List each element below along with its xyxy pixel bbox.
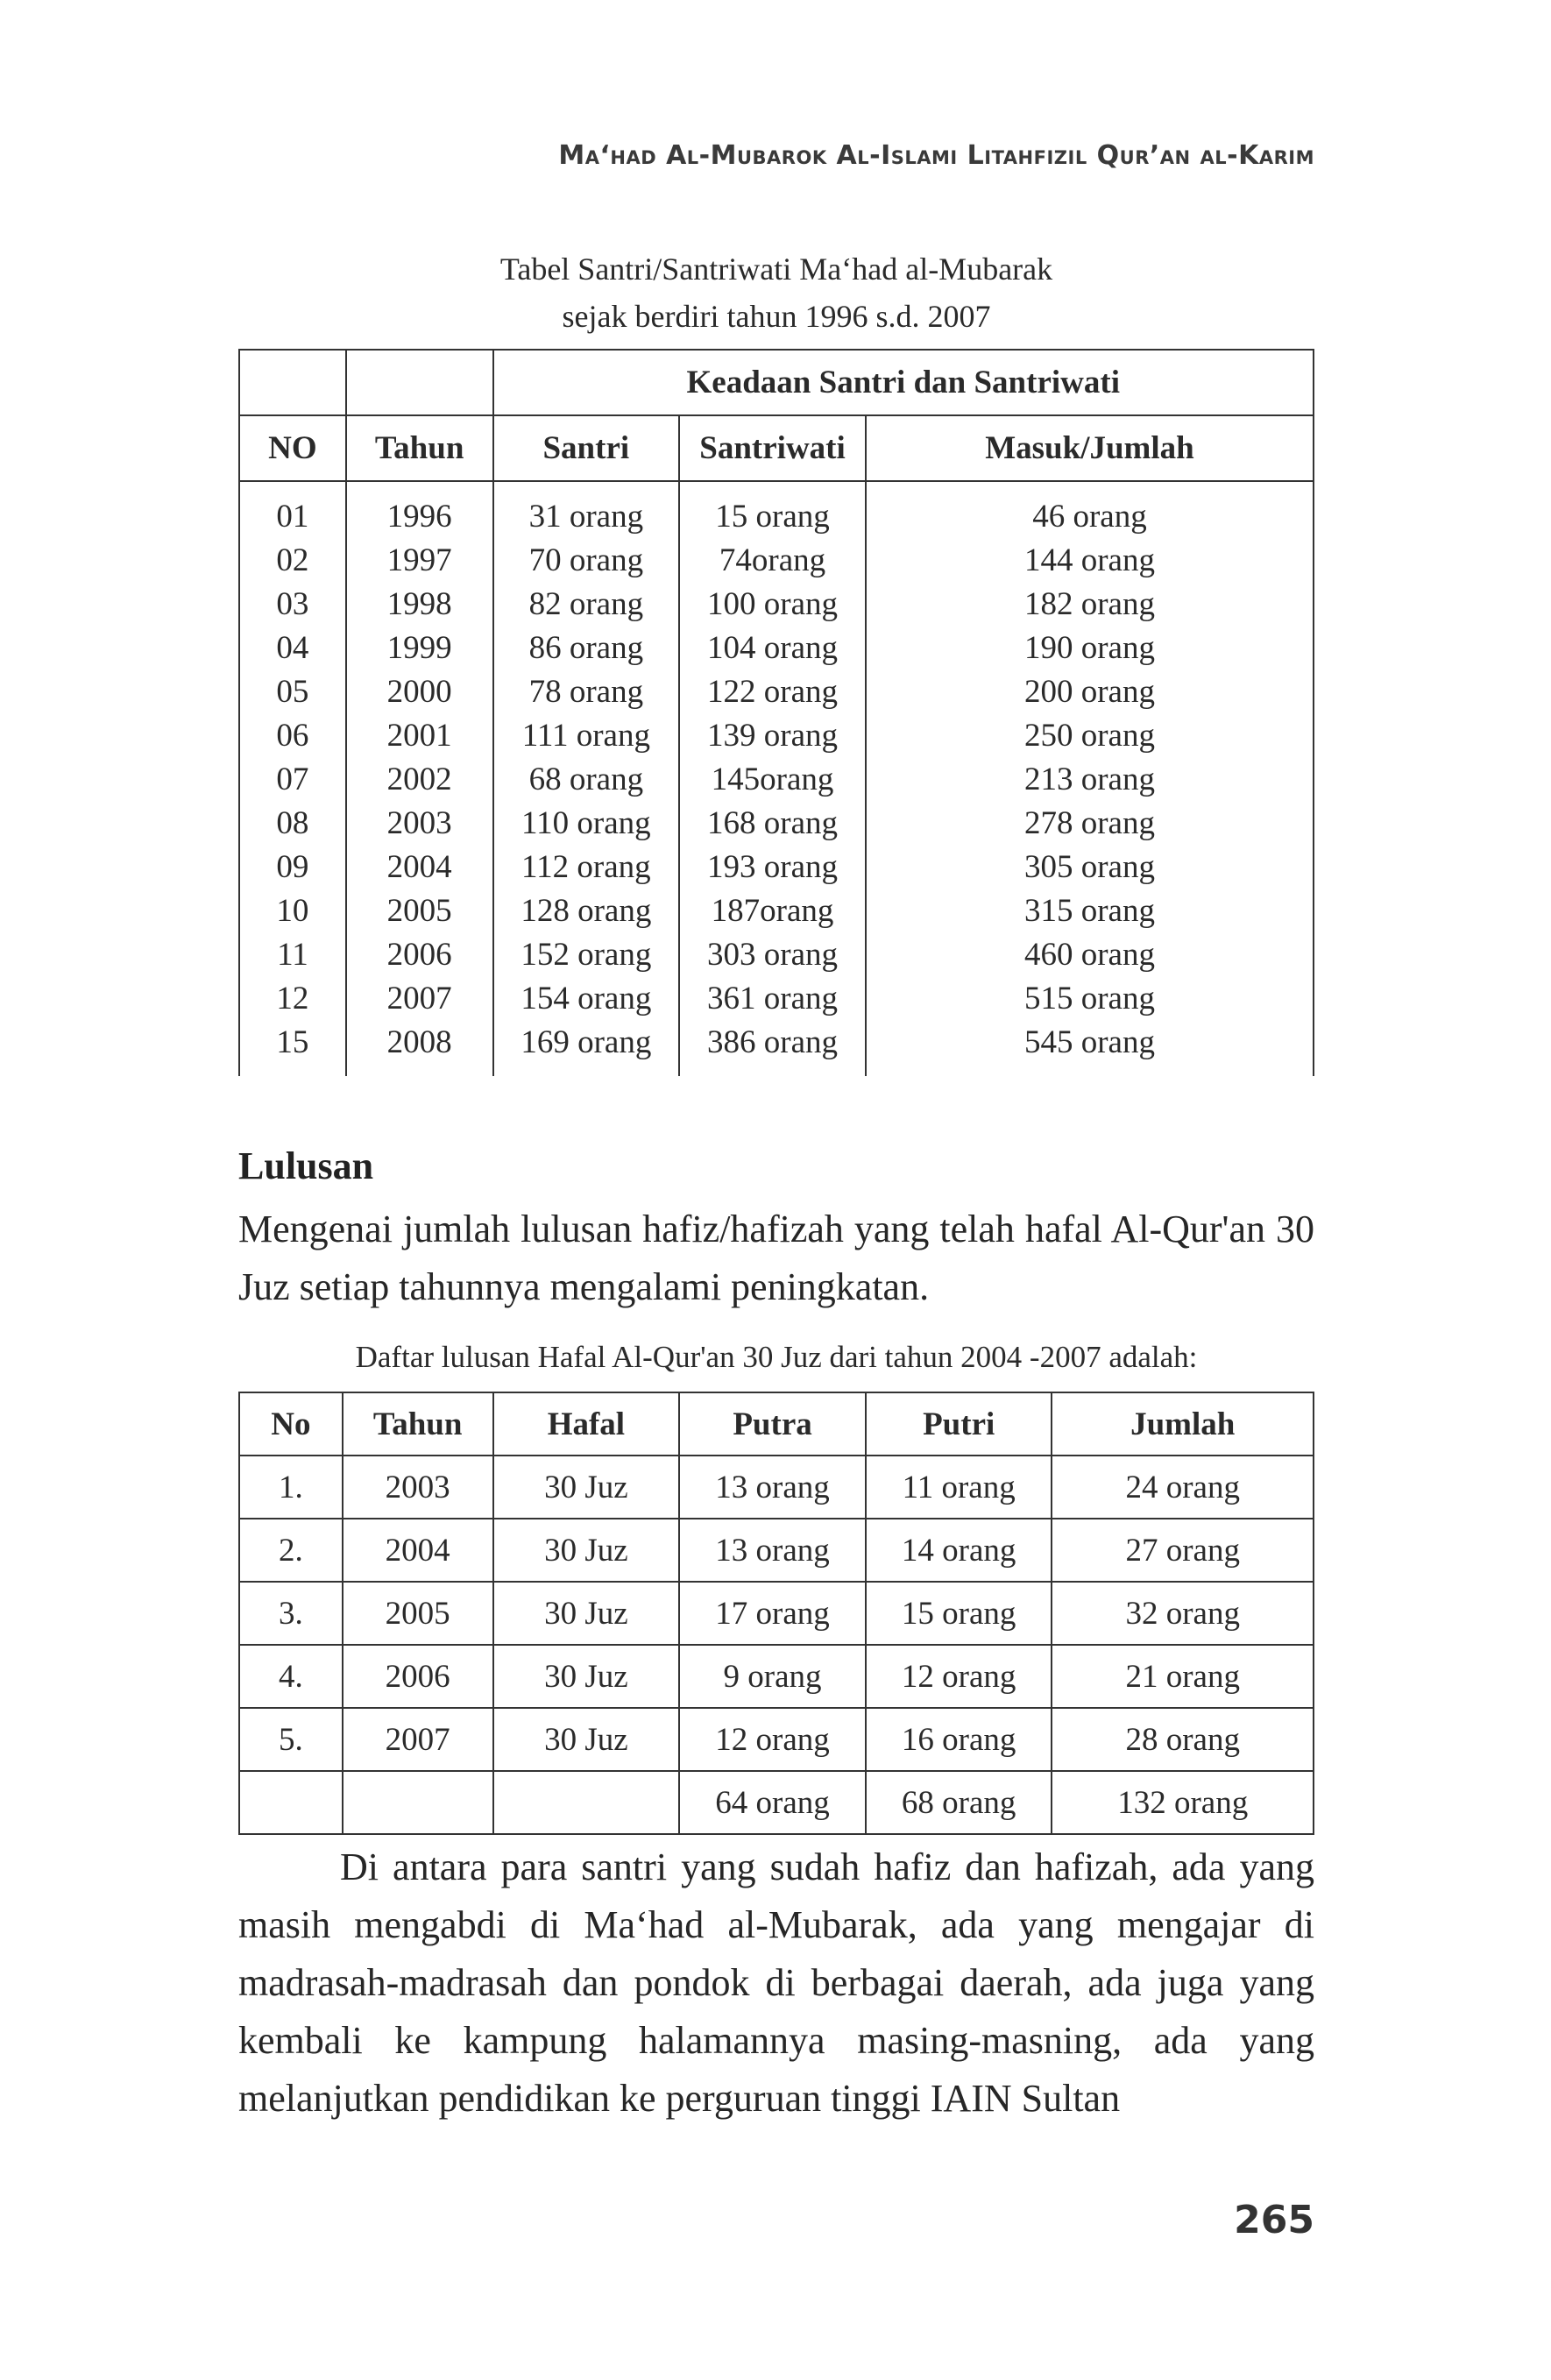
table-cell: 09 xyxy=(239,845,346,889)
body-paragraph: Di antara para santri yang sudah hafiz dan hafizah, ada yang masih mengabdi di Ma‘had al-Mubarak, ada yang mengajar di madrasah-madrasah dan pondok di berbagai daerah, ada juga yang kembali ke kampung halamannya masing-masning, ada yang melanjutkan pendidikan ke perguruan tinggi IAIN Sultan xyxy=(238,1845,1314,2120)
table-cell: 145orang xyxy=(679,757,866,801)
table-cell: 28 orang xyxy=(1052,1708,1314,1771)
table-cell: 100 orang xyxy=(679,582,866,626)
table-cell: 68 orang xyxy=(493,757,680,801)
table-cell: 5. xyxy=(239,1708,343,1771)
table-row xyxy=(239,626,1314,669)
table-cell: 278 orang xyxy=(866,801,1314,845)
table-row xyxy=(239,801,1314,845)
table-cell: 9 orang xyxy=(679,1645,866,1708)
table-cell: 14 orang xyxy=(866,1519,1052,1582)
table-cell: 2008 xyxy=(346,1020,493,1076)
table-cell: 04 xyxy=(239,626,346,669)
table-row xyxy=(239,1020,1314,1076)
table2-col-header: Tahun xyxy=(343,1392,493,1456)
table-cell: 386 orang xyxy=(679,1020,866,1076)
table-cell: 515 orang xyxy=(866,976,1314,1020)
table-row xyxy=(239,538,1314,582)
table-cell: 13 orang xyxy=(679,1519,866,1582)
table-row xyxy=(239,976,1314,1020)
table-cell: 30 Juz xyxy=(493,1456,680,1519)
table-cell: 112 orang xyxy=(493,845,680,889)
table-cell: 32 orang xyxy=(1052,1582,1314,1645)
table-cell: 1997 xyxy=(346,538,493,582)
table-row xyxy=(239,481,1314,538)
table-cell: 15 orang xyxy=(679,481,866,538)
table-cell: 13 orang xyxy=(679,1456,866,1519)
table-cell: 21 orang xyxy=(1052,1645,1314,1708)
table-cell: 168 orang xyxy=(679,801,866,845)
table-cell: 182 orang xyxy=(866,582,1314,626)
table-cell: 305 orang xyxy=(866,845,1314,889)
table-cell: 110 orang xyxy=(493,801,680,845)
table-cell: 30 Juz xyxy=(493,1645,680,1708)
table-cell: 82 orang xyxy=(493,582,680,626)
table-cell: 02 xyxy=(239,538,346,582)
table-row xyxy=(239,582,1314,626)
graduates-table xyxy=(238,1392,1314,1835)
table2-col-header: Putra xyxy=(679,1392,866,1456)
table-cell: 2005 xyxy=(346,889,493,932)
table2-col-header: Jumlah xyxy=(1052,1392,1314,1456)
table-cell: 30 Juz xyxy=(493,1708,680,1771)
table-cell: 200 orang xyxy=(866,669,1314,713)
table-cell: 15 xyxy=(239,1020,346,1076)
table-cell: 187orang xyxy=(679,889,866,932)
table2-col-header: No xyxy=(239,1392,343,1456)
table-row xyxy=(239,1456,1314,1519)
table-cell: 07 xyxy=(239,757,346,801)
table-cell: 78 orang xyxy=(493,669,680,713)
table-cell: 4. xyxy=(239,1645,343,1708)
table-cell: 111 orang xyxy=(493,713,680,757)
table1-group-header-row xyxy=(239,350,1314,415)
table1-col-header: Santriwati xyxy=(679,415,866,481)
table-cell: 46 orang xyxy=(866,481,1314,538)
santri-table xyxy=(238,349,1314,1076)
table-cell: 2005 xyxy=(343,1582,493,1645)
table-cell: 1. xyxy=(239,1456,343,1519)
table-cell: 12 xyxy=(239,976,346,1020)
total-putri: 68 orang xyxy=(866,1771,1052,1834)
table-cell: 27 orang xyxy=(1052,1519,1314,1582)
table1-col-header: Tahun xyxy=(346,415,493,481)
total-putra: 64 orang xyxy=(679,1771,866,1834)
table-cell: 08 xyxy=(239,801,346,845)
table-cell: 2004 xyxy=(343,1519,493,1582)
table-cell: 128 orang xyxy=(493,889,680,932)
section-heading: Lulusan xyxy=(238,1144,374,1187)
table-cell: 213 orang xyxy=(866,757,1314,801)
table1-group-header: Keadaan Santri dan Santriwati xyxy=(493,350,1314,415)
table-cell: 74orang xyxy=(679,538,866,582)
table-cell: 2002 xyxy=(346,757,493,801)
table-row xyxy=(239,1519,1314,1582)
table-cell: 17 orang xyxy=(679,1582,866,1645)
table-cell: 30 Juz xyxy=(493,1519,680,1582)
table-row xyxy=(239,713,1314,757)
table-cell: 24 orang xyxy=(1052,1456,1314,1519)
page-number: 265 xyxy=(1234,2198,1314,2242)
table-cell: 01 xyxy=(239,481,346,538)
table-cell: 10 xyxy=(239,889,346,932)
table-cell xyxy=(493,1771,680,1834)
table-cell: 104 orang xyxy=(679,626,866,669)
table2-col-header: Putri xyxy=(866,1392,1052,1456)
table-cell: 12 orang xyxy=(679,1708,866,1771)
table-row xyxy=(239,1582,1314,1645)
table-cell: 190 orang xyxy=(866,626,1314,669)
table-cell: 86 orang xyxy=(493,626,680,669)
table-cell: 1999 xyxy=(346,626,493,669)
total-jumlah: 132 orang xyxy=(1052,1771,1314,1834)
table1-header-row xyxy=(239,415,1314,481)
table-cell: 2006 xyxy=(343,1645,493,1708)
table-cell: 152 orang xyxy=(493,932,680,976)
table1-empty-header xyxy=(346,350,493,415)
table-cell: 303 orang xyxy=(679,932,866,976)
table-cell: 169 orang xyxy=(493,1020,680,1076)
table1-caption-line1: Tabel Santri/Santriwati Ma‘had al-Mubarak xyxy=(499,251,1053,287)
table2-col-header: Hafal xyxy=(493,1392,680,1456)
table-cell: 2001 xyxy=(346,713,493,757)
table1-col-header: Santri xyxy=(493,415,680,481)
running-header: Ma‘had Al-Mubarok Al-Islami Litahfizil Qur’an al-Karim xyxy=(558,140,1314,171)
table-cell xyxy=(343,1771,493,1834)
table-cell: 1996 xyxy=(346,481,493,538)
table-row xyxy=(239,932,1314,976)
table1-col-header: Masuk/Jumlah xyxy=(866,415,1314,481)
table-cell: 2007 xyxy=(343,1708,493,1771)
totals-row xyxy=(239,1771,1314,1834)
table-cell: 122 orang xyxy=(679,669,866,713)
table-cell: 2006 xyxy=(346,932,493,976)
table-cell: 31 orang xyxy=(493,481,680,538)
table-cell xyxy=(239,1771,343,1834)
table-cell: 250 orang xyxy=(866,713,1314,757)
table-cell: 16 orang xyxy=(866,1708,1052,1771)
table-cell: 2000 xyxy=(346,669,493,713)
table2-caption: Daftar lulusan Hafal Al-Qur'an 30 Juz dari tahun 2004 -2007 adalah: xyxy=(355,1340,1198,1374)
table-cell: 154 orang xyxy=(493,976,680,1020)
table-cell: 2003 xyxy=(346,801,493,845)
table-cell: 1998 xyxy=(346,582,493,626)
table-cell: 06 xyxy=(239,713,346,757)
table-cell: 2. xyxy=(239,1519,343,1582)
table-cell: 30 Juz xyxy=(493,1582,680,1645)
table-cell: 193 orang xyxy=(679,845,866,889)
table-cell: 70 orang xyxy=(493,538,680,582)
table-row xyxy=(239,1645,1314,1708)
table-cell: 03 xyxy=(239,582,346,626)
table-row xyxy=(239,889,1314,932)
table-cell: 315 orang xyxy=(866,889,1314,932)
table2-header-row xyxy=(239,1392,1314,1456)
table1-col-header: NO xyxy=(239,415,346,481)
table-row xyxy=(239,669,1314,713)
intro-paragraph: Mengenai jumlah lulusan hafiz/hafizah yang telah hafal Al-Qur'an 30 Juz setiap tahunnya mengalami peningkatan. xyxy=(238,1208,1314,1308)
table-cell: 11 orang xyxy=(866,1456,1052,1519)
table-cell: 15 orang xyxy=(866,1582,1052,1645)
table-cell: 11 xyxy=(239,932,346,976)
table1-caption-line2: sejak berdiri tahun 1996 s.d. 2007 xyxy=(562,299,991,334)
table-cell: 12 orang xyxy=(866,1645,1052,1708)
table-cell: 2004 xyxy=(346,845,493,889)
table-row xyxy=(239,757,1314,801)
table-cell: 460 orang xyxy=(866,932,1314,976)
table-cell: 144 orang xyxy=(866,538,1314,582)
table1-empty-header xyxy=(239,350,346,415)
table-cell: 2003 xyxy=(343,1456,493,1519)
table-cell: 545 orang xyxy=(866,1020,1314,1076)
table-row xyxy=(239,1708,1314,1771)
table-cell: 2007 xyxy=(346,976,493,1020)
table-cell: 361 orang xyxy=(679,976,866,1020)
table-cell: 05 xyxy=(239,669,346,713)
table-row xyxy=(239,845,1314,889)
table1-caption xyxy=(238,245,1314,340)
table-cell: 139 orang xyxy=(679,713,866,757)
table-cell: 3. xyxy=(239,1582,343,1645)
